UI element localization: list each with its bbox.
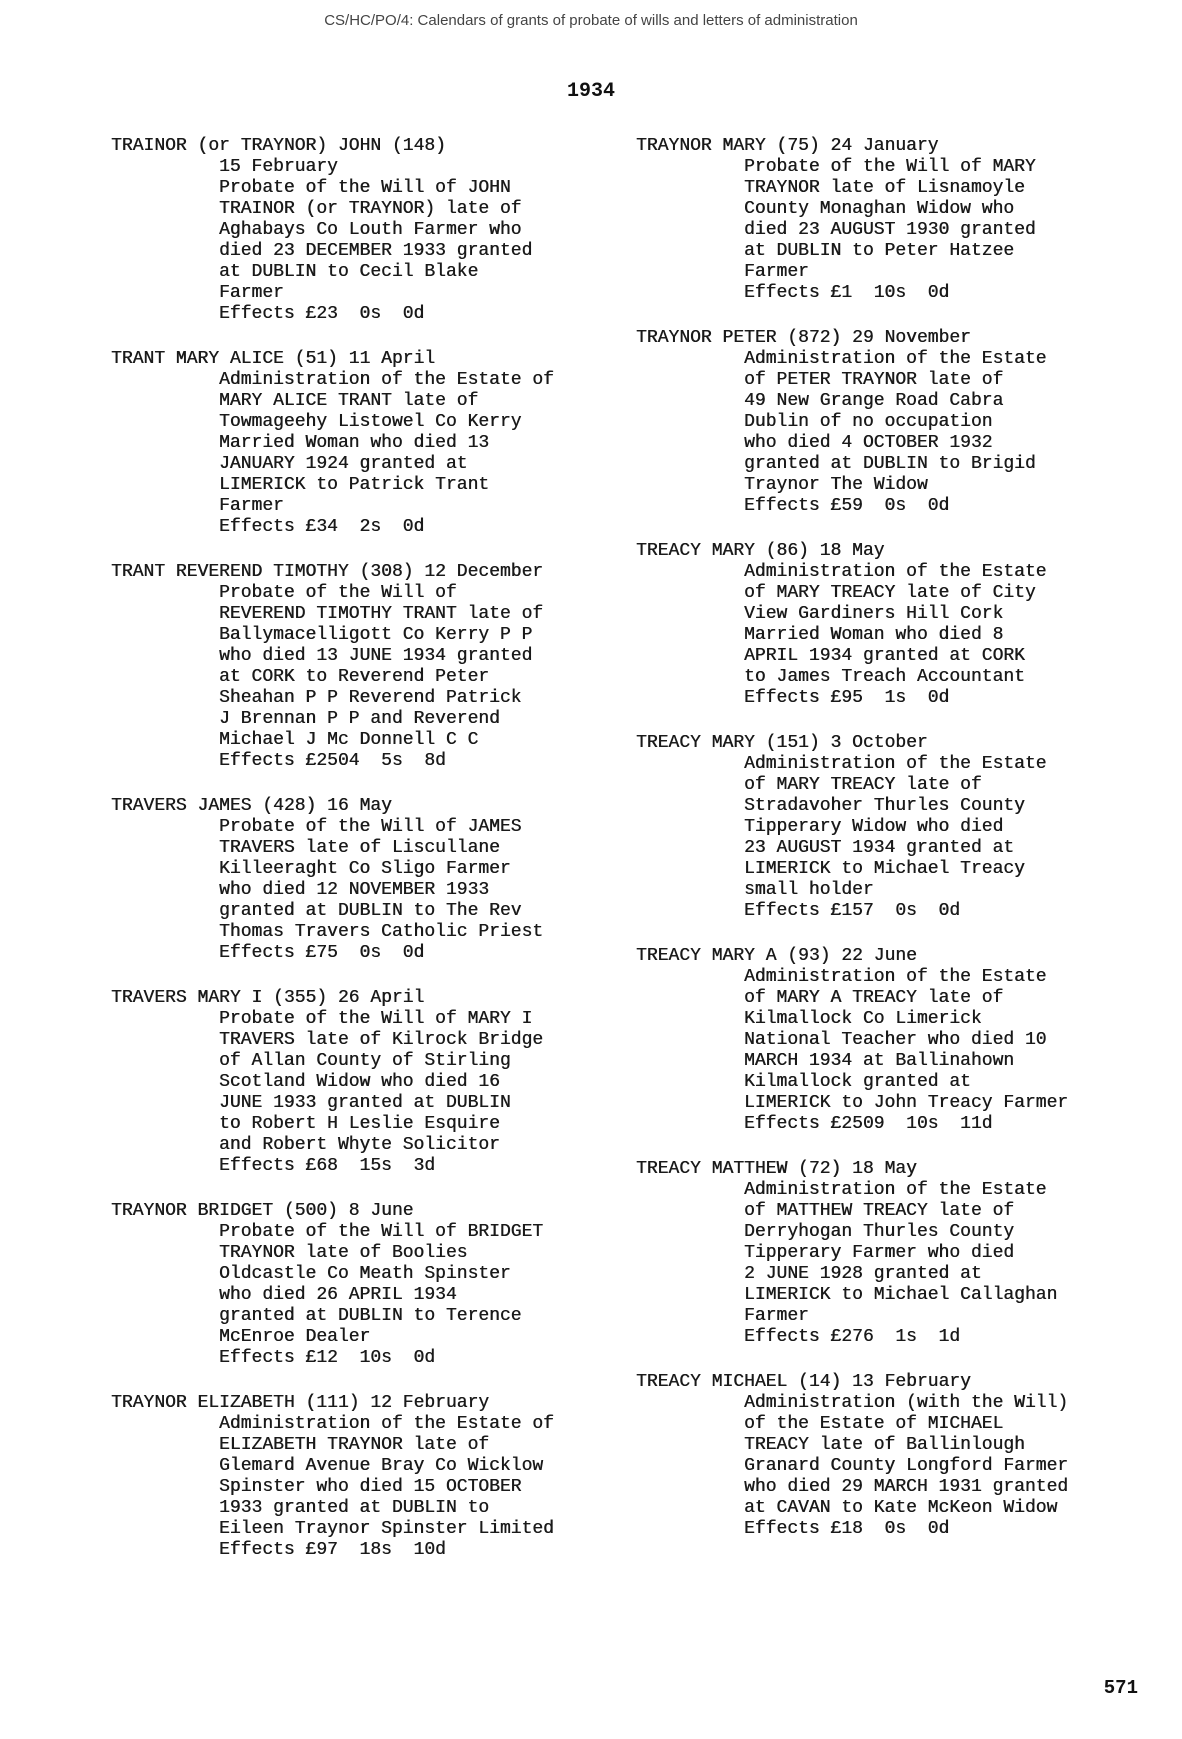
entry-text-line: Sheahan P P Reverend Patrick <box>219 688 522 708</box>
entry-text-line: of Allan County of Stirling <box>219 1051 511 1071</box>
entry-text-line: Towmageehy Listowel Co Kerry <box>219 412 522 432</box>
entry-text-line: Probate of the Will of MARY <box>744 157 1036 177</box>
entry-heading: TREACY MARY A (93) 22 June <box>636 946 917 966</box>
entry-text-line: Spinster who died 15 OCTOBER <box>219 1477 522 1497</box>
entry-text-line: National Teacher who died 10 <box>744 1030 1047 1050</box>
entry-text-line: TRAYNOR late of Lisnamoyle <box>744 178 1025 198</box>
entry-text-line: TRAVERS late of Liscullane <box>219 838 500 858</box>
entry-text-line: Administration of the Estate <box>744 1180 1047 1200</box>
entry-text-line: LIMERICK to Michael Callaghan <box>744 1285 1058 1305</box>
entry-text-line: Effects £276 1s 1d <box>744 1327 961 1347</box>
entry-text-line: Probate of the Will of <box>219 583 457 603</box>
entry-text-line: TRAYNOR late of Boolies <box>219 1243 468 1263</box>
entry-text-line: of MARY TREACY late of <box>744 775 982 795</box>
entry-heading: TRAYNOR PETER (872) 29 November <box>636 328 971 348</box>
probate-entry <box>111 562 631 772</box>
probate-entry <box>111 1201 631 1369</box>
entry-text-line: LIMERICK to John Treacy Farmer <box>744 1093 1069 1113</box>
entry-text-line: Glemard Avenue Bray Co Wicklow <box>219 1456 544 1476</box>
entry-text-line: of the Estate of MICHAEL <box>744 1414 1004 1434</box>
entry-text-line: County Monaghan Widow who <box>744 199 1015 219</box>
probate-entry <box>636 946 1156 1135</box>
entry-heading: TRAYNOR MARY (75) 24 January <box>636 136 939 156</box>
entry-text-line: REVEREND TIMOTHY TRANT late of <box>219 604 544 624</box>
entry-text-line: Effects £1 10s 0d <box>744 283 950 303</box>
entry-text-line: Farmer <box>744 262 809 282</box>
entry-text-line: Farmer <box>219 496 284 516</box>
entry-text-line: LIMERICK to Patrick Trant <box>219 475 490 495</box>
entry-text-line: Administration of the Estate <box>744 562 1047 582</box>
entry-text-line: of MARY A TREACY late of <box>744 988 1004 1008</box>
entry-text-line: Traynor The Widow <box>744 475 928 495</box>
probate-entry <box>636 733 1156 922</box>
entry-text-line: Eileen Traynor Spinster Limited <box>219 1519 554 1539</box>
entry-text-line: Oldcastle Co Meath Spinster <box>219 1264 511 1284</box>
probate-entry <box>111 1393 631 1561</box>
entry-text-line: Effects £95 1s 0d <box>744 688 950 708</box>
entry-text-line: Farmer <box>744 1306 809 1326</box>
entry-text-line: Effects £2504 5s 8d <box>219 751 446 771</box>
entry-text-line: Effects £12 10s 0d <box>219 1348 436 1368</box>
entry-text-line: Probate of the Will of MARY I <box>219 1009 533 1029</box>
left-column <box>111 136 631 1585</box>
entry-text-line: of MATTHEW TREACY late of <box>744 1201 1015 1221</box>
entry-text-line: Effects £23 0s 0d <box>219 304 425 324</box>
entry-text-line: J Brennan P P and Reverend <box>219 709 500 729</box>
entry-text-line: Ballymacelligott Co Kerry P P <box>219 625 533 645</box>
entry-text-line: Granard County Longford Farmer <box>744 1456 1069 1476</box>
entry-text-line: who died 13 JUNE 1934 granted <box>219 646 533 666</box>
entry-text-line: Administration of the Estate <box>744 349 1047 369</box>
entry-heading: TREACY MARY (151) 3 October <box>636 733 928 753</box>
entry-text-line: Scotland Widow who died 16 <box>219 1072 500 1092</box>
entry-text-line: Tipperary Widow who died <box>744 817 1004 837</box>
entry-text-line: at CAVAN to Kate McKeon Widow <box>744 1498 1058 1518</box>
entry-heading: TREACY MATTHEW (72) 18 May <box>636 1159 917 1179</box>
entry-text-line: Married Woman who died 8 <box>744 625 1004 645</box>
probate-entry <box>636 1372 1156 1540</box>
entry-text-line: of MARY TREACY late of City <box>744 583 1036 603</box>
entry-text-line: to Robert H Leslie Esquire <box>219 1114 500 1134</box>
entry-text-line: granted at DUBLIN to Terence <box>219 1306 522 1326</box>
entry-text-line: Dublin of no occupation <box>744 412 993 432</box>
entry-text-line: View Gardiners Hill Cork <box>744 604 1004 624</box>
entry-text-line: Aghabays Co Louth Farmer who <box>219 220 522 240</box>
entry-text-line: Effects £34 2s 0d <box>219 517 425 537</box>
entry-heading: TREACY MARY (86) 18 May <box>636 541 885 561</box>
right-column <box>636 136 1156 1564</box>
entry-text-line: Kilmallock Co Limerick <box>744 1009 982 1029</box>
entry-text-line: Farmer <box>219 283 284 303</box>
entry-text-line: Thomas Travers Catholic Priest <box>219 922 544 942</box>
entry-text-line: Effects £2509 10s 11d <box>744 1114 993 1134</box>
entry-text-line: TRAVERS late of Kilrock Bridge <box>219 1030 544 1050</box>
entry-text-line: Killeeraght Co Sligo Farmer <box>219 859 511 879</box>
entry-heading: TRANT MARY ALICE (51) 11 April <box>111 349 436 369</box>
entry-text-line: granted at DUBLIN to Brigid <box>744 454 1036 474</box>
entry-text-line: to James Treach Accountant <box>744 667 1025 687</box>
calendar-year-heading: 1934 <box>566 80 615 103</box>
entry-text-line: Kilmallock granted at <box>744 1072 971 1092</box>
entry-heading: TRAYNOR BRIDGET (500) 8 June <box>111 1201 414 1221</box>
probate-entry <box>636 1159 1156 1348</box>
entry-text-line: at DUBLIN to Peter Hatzee <box>744 241 1015 261</box>
entry-heading: TRAVERS JAMES (428) 16 May <box>111 796 392 816</box>
entry-text-line: 1933 granted at DUBLIN to <box>219 1498 490 1518</box>
entry-text-line: Administration of the Estate of <box>219 1414 554 1434</box>
entry-text-line: Tipperary Farmer who died <box>744 1243 1015 1263</box>
entry-text-line: died 23 DECEMBER 1933 granted <box>219 241 533 261</box>
entry-heading: TRANT REVEREND TIMOTHY (308) 12 December <box>111 562 544 582</box>
entry-text-line: 49 New Grange Road Cabra <box>744 391 1004 411</box>
entry-heading: TRAVERS MARY I (355) 26 April <box>111 988 425 1008</box>
entry-text-line: Effects £68 15s 3d <box>219 1156 436 1176</box>
entry-text-line: who died 29 MARCH 1931 granted <box>744 1477 1069 1497</box>
entry-heading: TRAYNOR ELIZABETH (111) 12 February <box>111 1393 490 1413</box>
probate-entry <box>111 136 631 325</box>
probate-entry <box>636 328 1156 517</box>
entry-text-line: who died 12 NOVEMBER 1933 <box>219 880 490 900</box>
entry-text-line: Administration of the Estate <box>744 754 1047 774</box>
entry-text-line: Stradavoher Thurles County <box>744 796 1025 816</box>
entry-text-line: JANUARY 1924 granted at <box>219 454 468 474</box>
entry-text-line: Michael J Mc Donnell C C <box>219 730 479 750</box>
entry-text-line: Probate of the Will of JAMES <box>219 817 522 837</box>
entry-text-line: Effects £59 0s 0d <box>744 496 950 516</box>
entry-text-line: ELIZABETH TRAYNOR late of <box>219 1435 490 1455</box>
entry-text-line: Probate of the Will of JOHN <box>219 178 511 198</box>
entry-text-line: 2 JUNE 1928 granted at <box>744 1264 982 1284</box>
entry-text-line: Effects £18 0s 0d <box>744 1519 950 1539</box>
entry-text-line: JUNE 1933 granted at DUBLIN <box>219 1093 511 1113</box>
probate-entry <box>636 136 1156 304</box>
probate-entry <box>111 988 631 1177</box>
entry-text-line: TREACY late of Ballinlough <box>744 1435 1025 1455</box>
entry-heading: TREACY MICHAEL (14) 13 February <box>636 1372 971 1392</box>
entry-text-line: Effects £75 0s 0d <box>219 943 425 963</box>
document-source-header: CS/HC/PO/4: Calendars of grants of probate of wills and letters of administration <box>324 12 858 29</box>
entry-text-line: McEnroe Dealer <box>219 1327 371 1347</box>
page-number: 571 <box>1103 1677 1138 1699</box>
entry-text-line: LIMERICK to Michael Treacy <box>744 859 1025 879</box>
entry-text-line: Effects £157 0s 0d <box>744 901 961 921</box>
entry-text-line: Administration of the Estate of <box>219 370 554 390</box>
entry-text-line: at CORK to Reverend Peter <box>219 667 490 687</box>
entry-text-line: and Robert Whyte Solicitor <box>219 1135 500 1155</box>
entry-text-line: Probate of the Will of BRIDGET <box>219 1222 544 1242</box>
probate-entry <box>636 541 1156 709</box>
entry-text-line: at DUBLIN to Cecil Blake <box>219 262 479 282</box>
entry-text-line: Administration of the Estate <box>744 967 1047 987</box>
entry-text-line: 15 February <box>219 157 338 177</box>
entry-text-line: who died 4 OCTOBER 1932 <box>744 433 993 453</box>
entry-heading: TRAINOR (or TRAYNOR) JOHN (148) <box>111 136 446 156</box>
entry-text-line: 23 AUGUST 1934 granted at <box>744 838 1015 858</box>
entry-text-line: MARCH 1934 at Ballinahown <box>744 1051 1015 1071</box>
entry-text-line: Effects £97 18s 10d <box>219 1540 446 1560</box>
entry-text-line: TRAINOR (or TRAYNOR) late of <box>219 199 522 219</box>
entry-text-line: of PETER TRAYNOR late of <box>744 370 1004 390</box>
probate-entry <box>111 349 631 538</box>
entry-text-line: who died 26 APRIL 1934 <box>219 1285 457 1305</box>
entry-text-line: Married Woman who died 13 <box>219 433 490 453</box>
probate-entry <box>111 796 631 964</box>
entry-text-line: died 23 AUGUST 1930 granted <box>744 220 1036 240</box>
entry-text-line: Administration (with the Will) <box>744 1393 1069 1413</box>
entry-text-line: granted at DUBLIN to The Rev <box>219 901 522 921</box>
entry-text-line: small holder <box>744 880 874 900</box>
entry-text-line: MARY ALICE TRANT late of <box>219 391 479 411</box>
entry-text-line: Derryhogan Thurles County <box>744 1222 1015 1242</box>
entry-text-line: APRIL 1934 granted at CORK <box>744 646 1025 666</box>
